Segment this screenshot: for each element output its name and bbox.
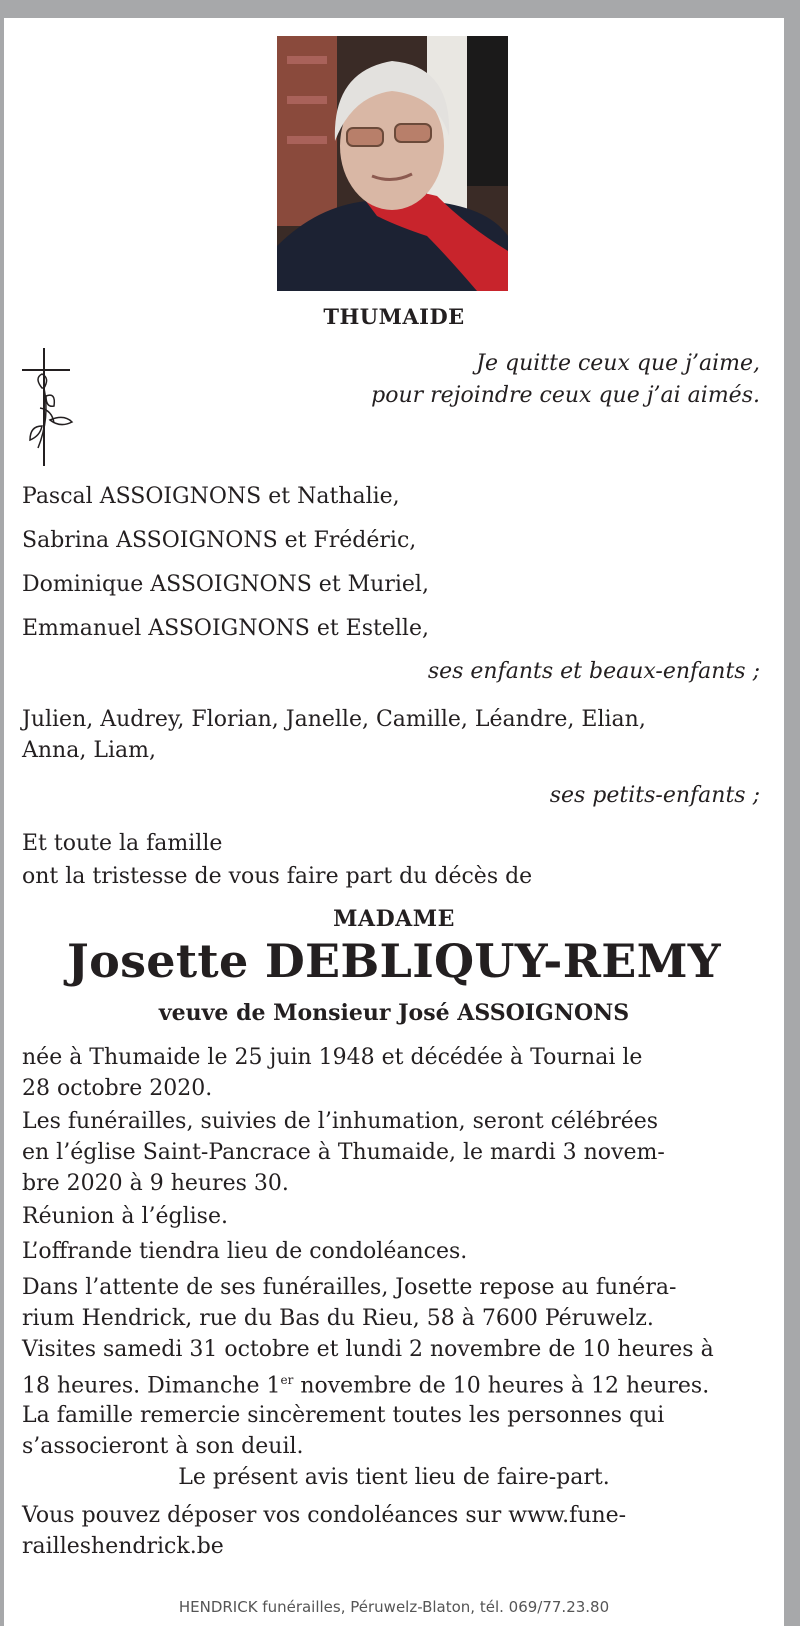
meeting-line: Réunion à l’église.: [22, 1204, 228, 1229]
text-segment: novembre de 10 heures à 12 heures.: [293, 1373, 710, 1399]
text-line: [22, 1365, 762, 1401]
condolences-paragraph: [22, 1500, 762, 1562]
child-line: Pascal ASSOIGNONS et Nathalie,: [22, 484, 400, 509]
text-line: rium Hendrick, rue du Bas du Rieu, 58 à 7600 Péruwelz.: [22, 1306, 654, 1331]
quote-line-1: Je quitte ceux que j’aime,: [476, 351, 760, 376]
text-line: bre 2020 à 9 heures 30.: [22, 1171, 289, 1196]
family-line-1: Et toute la famille: [22, 831, 223, 856]
text-line: Vous pouvez déposer vos condoléances sur www.fune-: [22, 1503, 627, 1528]
offering-line: L’offrande tiendra lieu de condoléances.: [22, 1239, 468, 1264]
text-line: en l’église Saint-Pancrace à Thumaide, le mardi 3 novem-: [22, 1140, 665, 1165]
text-line: 28 octobre 2020.: [22, 1076, 213, 1101]
funeral-home-footer: HENDRICK funérailles, Péruwelz-Blaton, tél. 069/77.23.80: [178, 1598, 610, 1616]
text-line: La famille remercie sincèrement toutes les personnes qui: [22, 1403, 665, 1428]
superscript: er: [280, 1373, 294, 1387]
viewing-paragraph: [22, 1272, 762, 1401]
text-segment: 18 heures. Dimanche 1: [22, 1373, 281, 1399]
child-line: Emmanuel ASSOIGNONS et Estelle,: [22, 616, 429, 641]
grandchildren-line-2: Anna, Liam,: [22, 738, 156, 763]
text-line: née à Thumaide le 25 juin 1948 et décédée à Tournai le: [22, 1045, 643, 1070]
quote-line-2: pour rejoindre ceux que j’ai aimés.: [371, 383, 760, 408]
birth-death-paragraph: [22, 1042, 762, 1104]
obituary-card: [4, 18, 784, 1626]
family-line-2: ont la tristesse de vous faire part du décès de: [22, 864, 533, 889]
children-role: ses enfants et beaux-enfants ;: [427, 659, 760, 684]
text-line: Visites samedi 31 octobre et lundi 2 novembre de 10 heures à: [22, 1337, 714, 1362]
condolences-link[interactable]: railleshendrick.be: [22, 1534, 224, 1559]
deceased-name: Josette DEBLIQUY-REMY: [67, 934, 721, 988]
widow-of: veuve de Monsieur José ASSOIGNONS: [158, 1000, 630, 1026]
portrait-photo: [277, 36, 508, 291]
cross-with-rose-icon: [20, 348, 76, 468]
child-line: Dominique ASSOIGNONS et Muriel,: [22, 572, 429, 597]
text-line: Dans l’attente de ses funérailles, Josette repose au funéra-: [22, 1275, 677, 1300]
grandchildren-line-1: Julien, Audrey, Florian, Janelle, Camille, Léandre, Elian,: [22, 707, 646, 732]
notice-line: Le présent avis tient lieu de faire-part.: [178, 1465, 610, 1490]
text-line: Les funérailles, suivies de l’inhumation, seront célébrées: [22, 1109, 659, 1134]
locality-heading: THUMAIDE: [323, 304, 465, 329]
deceased-title: MADAME: [333, 906, 455, 932]
text-line: s’associeront à son deuil.: [22, 1434, 304, 1459]
epitaph-quote: [371, 348, 760, 412]
thanks-paragraph: [22, 1400, 762, 1462]
funeral-paragraph: [22, 1106, 762, 1199]
child-line: Sabrina ASSOIGNONS et Frédéric,: [22, 528, 417, 553]
grandchildren-role: ses petits-enfants ;: [549, 783, 760, 808]
